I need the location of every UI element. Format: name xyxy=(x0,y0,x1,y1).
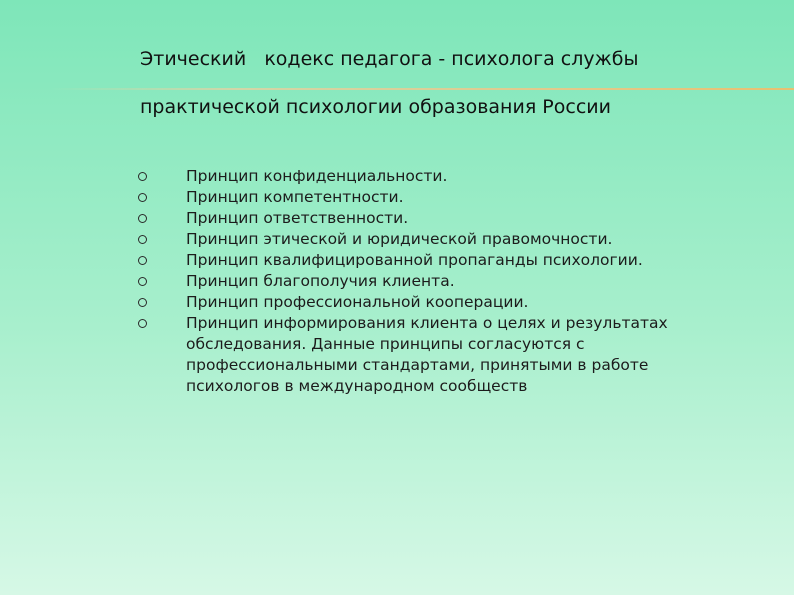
title-divider xyxy=(50,88,794,90)
list-item-text: Принцип информирования клиента о целях и результатах обследования. Данные принципы согласуются с профессиональными стандартами, принятыми в работе психологов в международном сообществ xyxy=(186,314,668,395)
list-item xyxy=(138,292,738,313)
circle-bullet-icon xyxy=(138,172,147,181)
circle-bullet-icon xyxy=(138,214,147,223)
list-item-text: Принцип благополучия клиента. xyxy=(186,272,455,290)
list-item-text: Принцип квалифицированной пропаганды психологии. xyxy=(186,251,643,269)
list-item-text: Принцип этической и юридической правомочности. xyxy=(186,230,613,248)
list-item xyxy=(138,229,738,250)
list-item xyxy=(138,313,738,397)
slide-title-line-2: практической психологии образования России xyxy=(140,96,611,118)
list-item-text: Принцип конфиденциальности. xyxy=(186,167,448,185)
list-item xyxy=(138,271,738,292)
list-item xyxy=(138,208,738,229)
circle-bullet-icon xyxy=(138,193,147,202)
circle-bullet-icon xyxy=(138,298,147,307)
principles-list xyxy=(138,166,738,397)
circle-bullet-icon xyxy=(138,277,147,286)
list-item xyxy=(138,166,738,187)
list-item-text: Принцип ответственности. xyxy=(186,209,409,227)
list-item xyxy=(138,250,738,271)
slide-title-line-1: Этический кодекс педагога - психолога службы xyxy=(140,48,639,70)
list-item xyxy=(138,187,738,208)
list-item-text: Принцип профессиональной кооперации. xyxy=(186,293,529,311)
list-item-text: Принцип компетентности. xyxy=(186,188,404,206)
circle-bullet-icon xyxy=(138,256,147,265)
circle-bullet-icon xyxy=(138,235,147,244)
circle-bullet-icon xyxy=(138,319,147,328)
